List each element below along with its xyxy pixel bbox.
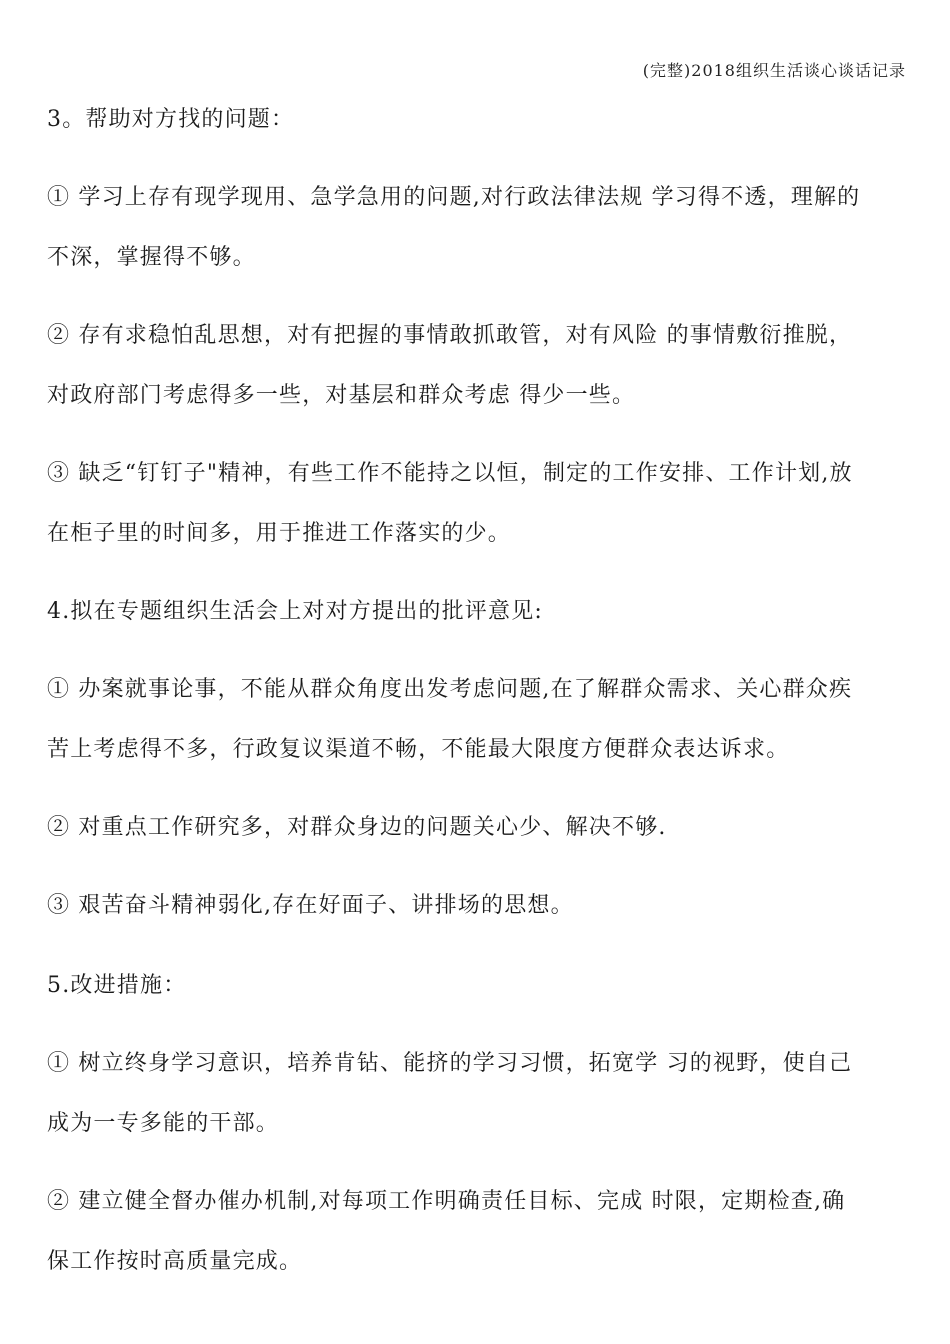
- paragraph-problem-1: [47, 181, 903, 274]
- text-line: ② 对重点工作研究多，对群众身边的问题关心少、解决不够.: [47, 815, 667, 840]
- paragraph-section-5-heading: [47, 969, 903, 1002]
- text-line: ② 建立健全督办催办机制,对每项工作明确责任目标、完成 时限，定期检查,确: [47, 1189, 846, 1214]
- text-line: ① 学习上存有现学现用、急学急用的问题,对行政法律法规 学习得不透，理解的: [47, 185, 861, 210]
- paragraph-section-3-heading: [47, 103, 903, 136]
- text-line: 3。帮助对方找的问题：: [47, 107, 295, 132]
- text-line: ③ 艰苦奋斗精神弱化,存在好面子、讲排场的思想。: [47, 893, 574, 918]
- paragraph-problem-3: [47, 457, 903, 550]
- text-line: 成为一专多能的干部。: [47, 1111, 280, 1136]
- paragraph-section-4-heading: [47, 595, 903, 628]
- text-line: ③ 缺乏“钉钉子"精神，有些工作不能持之以恒，制定的工作安排、工作计划,放: [47, 461, 853, 486]
- paragraph-problem-2: [47, 319, 903, 412]
- text-line: ① 办案就事论事，不能从群众角度出发考虑问题,在了解群众需求、关心群众疾: [47, 677, 853, 702]
- paragraph-criticism-2: [47, 811, 903, 844]
- text-line: ① 树立终身学习意识，培养肯钻、能挤的学习习惯，拓宽学 习的视野，使自己: [47, 1051, 853, 1076]
- text-line: 4.拟在专题组织生活会上对对方提出的批评意见:: [47, 599, 544, 624]
- text-line: ② 存有求稳怕乱思想，对有把握的事情敢抓敢管，对有风险 的事情敷衍推脱，: [47, 323, 853, 348]
- text-line: 不深，掌握得不够。: [47, 245, 256, 270]
- paragraph-criticism-3: [47, 889, 903, 922]
- paragraph-measure-2: [47, 1185, 903, 1278]
- text-line: 苦上考虑得不多，行政复议渠道不畅，不能最大限度方便群众表达诉求。: [47, 737, 790, 762]
- paragraph-measure-1: [47, 1047, 903, 1140]
- text-line: 5.改进措施：: [47, 973, 187, 998]
- paragraph-criticism-1: [47, 673, 903, 766]
- document-header-title: (完整)2018组织生活谈心谈话记录: [642, 61, 906, 80]
- text-line: 保工作按时高质量完成。: [47, 1249, 303, 1274]
- text-line: 在柜子里的时间多，用于推进工作落实的少。: [47, 521, 512, 546]
- text-line: 对政府部门考虑得多一些，对基层和群众考虑 得少一些。: [47, 383, 636, 408]
